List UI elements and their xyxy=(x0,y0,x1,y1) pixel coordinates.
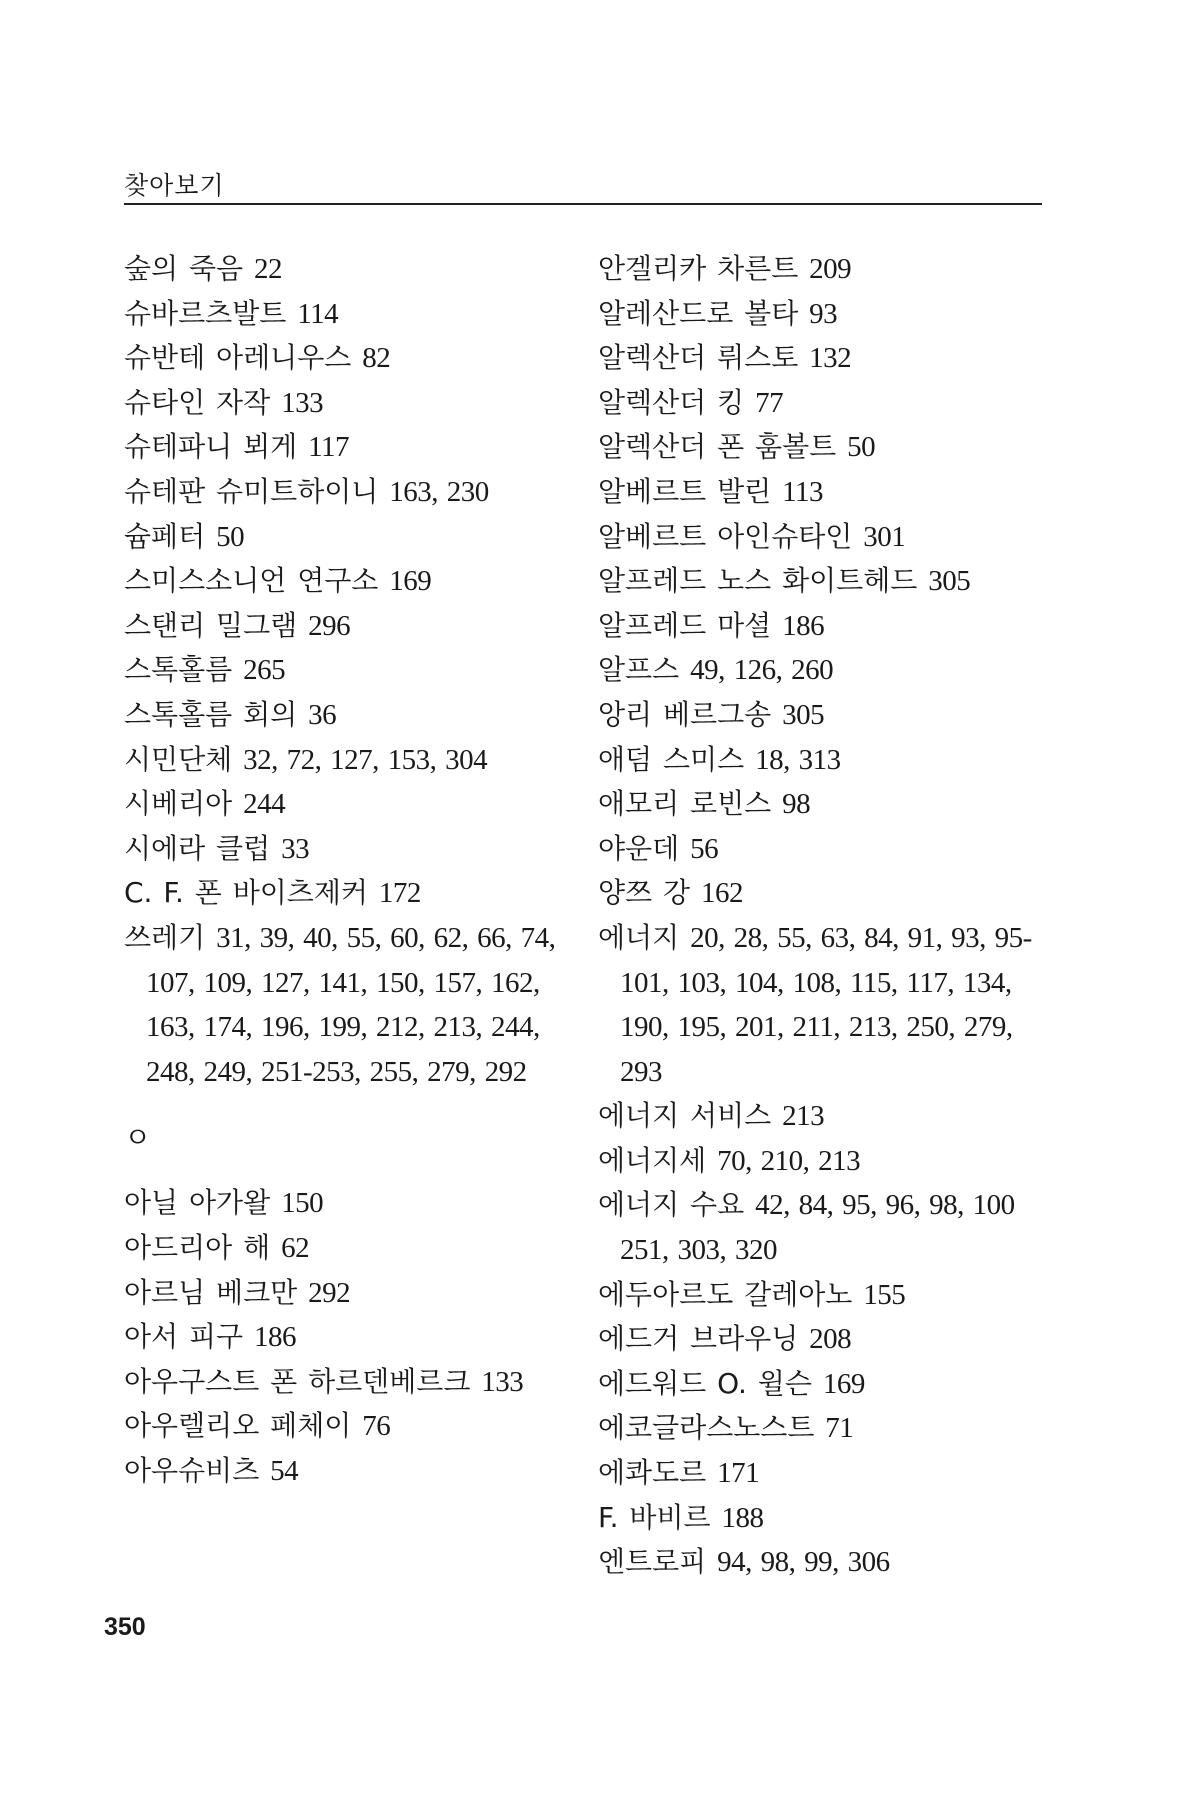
index-entry xyxy=(598,1406,1048,1451)
index-pages: 305 xyxy=(928,565,971,598)
index-entry xyxy=(598,738,1048,783)
index-entry xyxy=(598,1451,1048,1496)
index-pages: 18, 313 xyxy=(755,743,841,776)
index-pages: 82 xyxy=(362,342,391,375)
index-term: 에두아르도 갈레아노 xyxy=(598,1277,853,1311)
index-entry xyxy=(598,1273,1048,1318)
index-pages: 213 xyxy=(782,1100,825,1133)
index-entry xyxy=(124,648,574,693)
index-entry xyxy=(124,425,574,470)
index-term: 에드거 브라우닝 xyxy=(598,1322,799,1356)
index-pages: 132 xyxy=(809,342,852,375)
index-entry xyxy=(124,782,574,827)
index-term: 양쯔 강 xyxy=(598,876,691,910)
index-term: 알프레드 마셜 xyxy=(598,608,772,642)
index-column-left xyxy=(124,247,574,1494)
index-entry xyxy=(124,247,574,292)
index-term: 아우구스트 폰 하르덴베르크 xyxy=(124,1364,471,1398)
index-pages: 305 xyxy=(782,698,825,731)
index-entry xyxy=(598,648,1048,693)
index-pages: 117 xyxy=(308,431,350,464)
index-pages: 265 xyxy=(243,654,286,687)
index-term: 안겔리카 차른트 xyxy=(598,252,799,285)
index-pages: 22 xyxy=(254,253,282,285)
index-pages: 162 xyxy=(700,877,743,910)
index-pages: 50 xyxy=(216,520,245,553)
index-term: 숲의 죽음 xyxy=(124,252,244,285)
index-pages: 76 xyxy=(362,1410,391,1443)
index-entry xyxy=(598,1317,1048,1362)
index-entry xyxy=(124,827,574,872)
index-term: 스탠리 밀그램 xyxy=(124,608,298,642)
index-entry xyxy=(598,425,1048,470)
index-entry xyxy=(598,1540,1048,1585)
index-entry xyxy=(598,247,1048,292)
index-entry xyxy=(598,515,1048,560)
index-entry xyxy=(124,381,574,426)
index-entry xyxy=(598,871,1048,916)
index-entry xyxy=(124,916,574,1094)
index-pages: 62 xyxy=(281,1232,310,1265)
index-entry xyxy=(598,782,1048,827)
index-entries-group xyxy=(124,247,574,1094)
index-term: 앙리 베르그송 xyxy=(598,697,772,731)
index-entry xyxy=(124,1271,574,1316)
index-entries-group xyxy=(598,247,1048,1585)
index-term: 에너지 수요 xyxy=(598,1188,745,1222)
index-entry xyxy=(598,1362,1048,1407)
index-pages: 292 xyxy=(308,1276,351,1309)
index-pages: 71 xyxy=(825,1412,854,1445)
index-pages: 32, 72, 127, 153, 304 xyxy=(243,743,488,776)
index-pages: 296 xyxy=(308,609,351,642)
index-term: 아닐 아가왈 xyxy=(124,1186,271,1220)
index-term: 아르님 베크만 xyxy=(124,1275,298,1309)
index-entry xyxy=(598,693,1048,738)
index-term: 알렉산더 폰 훔볼트 xyxy=(598,430,837,464)
index-entry xyxy=(124,1360,574,1405)
index-term: 엔트로피 xyxy=(598,1545,707,1579)
page-number: 350 xyxy=(104,1613,146,1641)
index-term: 슈테파니 뵈게 xyxy=(124,430,298,464)
index-entry xyxy=(598,336,1048,381)
index-term: 야운데 xyxy=(598,831,680,865)
index-entry xyxy=(124,515,574,560)
index-pages: 150 xyxy=(281,1187,324,1220)
index-entry xyxy=(124,871,574,916)
index-term: 스톡홀름 xyxy=(124,653,233,687)
index-term: 알렉산더 킹 xyxy=(598,385,745,419)
index-entry xyxy=(598,1496,1048,1541)
index-entry xyxy=(598,559,1048,604)
index-entry xyxy=(124,738,574,783)
index-entry xyxy=(124,1181,574,1226)
index-term: 알베르트 발린 xyxy=(598,474,772,508)
index-pages: 42, 84, 95, 96, 98, 100 251, 303, 320 xyxy=(620,1189,1015,1267)
index-term: 슈타인 자작 xyxy=(124,385,271,419)
index-term: 에코글라스노스트 xyxy=(598,1411,815,1445)
index-term: 에드워드 O. 윌슨 xyxy=(598,1366,812,1400)
index-pages: 94, 98, 99, 306 xyxy=(717,1546,890,1579)
index-pages: 169 xyxy=(389,565,432,598)
index-pages: 113 xyxy=(782,475,824,508)
index-pages: 50 xyxy=(847,431,876,464)
index-term: 에너지세 xyxy=(598,1143,707,1177)
index-pages: 186 xyxy=(782,609,825,642)
index-pages: 188 xyxy=(721,1501,764,1534)
index-term: 알베르트 아인슈타인 xyxy=(598,519,853,553)
index-pages: 186 xyxy=(254,1321,296,1354)
index-entry xyxy=(124,336,574,381)
index-pages: 209 xyxy=(809,253,852,285)
index-entry xyxy=(124,292,574,337)
index-term: 아드리아 해 xyxy=(124,1231,271,1265)
index-entry xyxy=(598,1094,1048,1139)
index-pages: 98 xyxy=(782,788,811,821)
index-pages: 56 xyxy=(690,832,719,865)
index-pages: 301 xyxy=(863,520,906,553)
index-term: 에너지 서비스 xyxy=(598,1099,772,1133)
index-term: 에너지 xyxy=(598,920,680,954)
index-term: 스톡홀름 회의 xyxy=(124,697,298,731)
index-entry xyxy=(124,1226,574,1271)
index-term: 아우슈비츠 xyxy=(124,1454,260,1488)
index-entry xyxy=(598,1183,1048,1272)
index-entry xyxy=(124,559,574,604)
index-term: 슘페터 xyxy=(124,519,206,553)
index-entry xyxy=(598,381,1048,426)
index-term: 슈바르츠발트 xyxy=(124,296,287,330)
index-term: 시민단체 xyxy=(124,742,233,776)
index-pages: 20, 28, 55, 63, 84, 91, 93, 95-101, 103, 104, 108, 115, 117, 134, 190, 195, 201, 211, 213, 250, 279, 293 xyxy=(620,921,1032,1088)
index-pages: 172 xyxy=(378,877,421,910)
index-term: 시베리아 xyxy=(124,787,233,821)
index-pages: 114 xyxy=(297,297,339,330)
index-term: 알프레드 노스 화이트헤드 xyxy=(598,564,918,598)
index-entry xyxy=(124,1404,574,1449)
index-pages: 169 xyxy=(822,1367,865,1400)
index-pages: 49, 126, 260 xyxy=(690,654,834,687)
index-term: 알레산드로 볼타 xyxy=(598,296,799,330)
index-entries-group xyxy=(124,1181,574,1493)
index-pages: 244 xyxy=(243,788,286,821)
index-term: 애덤 스미스 xyxy=(598,742,745,776)
index-term: 스미스소니언 연구소 xyxy=(124,564,379,598)
index-pages: 93 xyxy=(809,297,838,330)
index-term: 에콰도르 xyxy=(598,1456,707,1490)
index-term: 애모리 로빈스 xyxy=(598,787,772,821)
index-entry xyxy=(124,604,574,649)
index-entry xyxy=(598,292,1048,337)
index-pages: 54 xyxy=(270,1455,299,1488)
index-term: 슈반테 아레니우스 xyxy=(124,341,352,375)
section-letter: ㅇ xyxy=(124,1121,152,1155)
index-entry xyxy=(124,1315,574,1360)
index-term: 슈테판 슈미트하이니 xyxy=(124,474,379,508)
index-pages: 33 xyxy=(281,832,310,865)
index-entry xyxy=(124,1449,574,1494)
index-term: F. 바비르 xyxy=(598,1500,711,1534)
index-pages: 77 xyxy=(755,386,784,419)
index-pages: 163, 230 xyxy=(389,475,489,508)
index-pages: 171 xyxy=(717,1457,760,1490)
index-entry xyxy=(598,470,1048,515)
index-pages: 70, 210, 213 xyxy=(717,1144,861,1177)
index-pages: 31, 39, 40, 55, 60, 62, 66, 74, 107, 109, 127, 141, 150, 157, 162, 163, 174, 196, 199, 212, 213, 244, 248, 249, 251-253, 255, 279, 292 xyxy=(146,921,556,1088)
index-pages: 133 xyxy=(481,1365,524,1398)
index-entry xyxy=(124,693,574,738)
index-entry xyxy=(598,1139,1048,1184)
index-column-right xyxy=(598,247,1048,1585)
index-pages: 36 xyxy=(308,698,337,731)
index-pages: 155 xyxy=(863,1278,906,1311)
header-divider xyxy=(124,203,1042,205)
index-pages: 208 xyxy=(809,1323,852,1356)
index-entry xyxy=(124,470,574,515)
page-title: 찾아보기 xyxy=(124,171,225,200)
index-entry xyxy=(598,604,1048,649)
index-term: 시에라 클럽 xyxy=(124,831,271,865)
index-term: 아서 피구 xyxy=(124,1320,244,1354)
index-entry xyxy=(598,916,1048,1094)
index-term: C. F. 폰 바이츠제커 xyxy=(124,876,368,910)
index-pages: 133 xyxy=(281,386,324,419)
index-entry xyxy=(598,827,1048,872)
index-term: 알프스 xyxy=(598,653,680,687)
index-term: 아우렐리오 페체이 xyxy=(124,1409,352,1443)
index-term: 쓰레기 xyxy=(124,920,206,954)
index-term: 알렉산더 뤼스토 xyxy=(598,341,799,375)
